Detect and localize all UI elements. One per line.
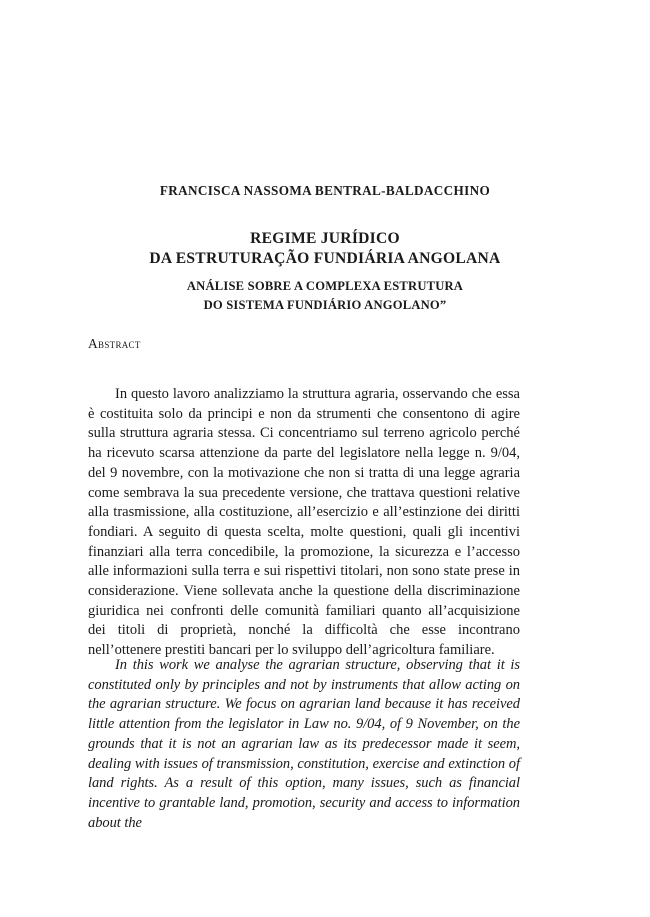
author-name: FRANCISCA NASSOMA BENTRAL-BALDACCHINO bbox=[159, 183, 491, 198]
title-line-2: DA ESTRUTURAÇÃO FUNDIÁRIA ANGOLANA bbox=[149, 250, 501, 267]
title-line-1: REGIME JURÍDICO bbox=[250, 230, 400, 247]
abstract-paragraph-english: In this work we analyse the agrarian structure, observing that it is constituted only by principles and not by instruments that allow acting on the agrarian structure. We focus on agrarian land because it has received little attention from the legislator in Law no. 9/04, of 9 November, on the grounds that it is not an agrarian law as its predecessor made it seem, dealing with issues of transmission, constitution, exercise and extinction of land rights. As a result of this option, many issues, such as financial incentive to grantable land, promotion, security and access to information about the bbox=[88, 657, 520, 831]
article-title bbox=[0, 229, 650, 269]
subtitle-line-2: DO SISTEMA FUNDIÁRIO ANGOLANO” bbox=[203, 298, 447, 312]
article-subtitle bbox=[0, 277, 650, 315]
abstract-paragraph-italian: In questo lavoro analizziamo la struttura agraria, osservando che essa è costituita solo da principi e non da strumenti che consentono di agire sulla struttura agraria stessa. Ci concentriamo sul terreno agricolo perché ha ricevuto scarsa attenzione da parte del legislatore nella legge n. 9/04, del 9 novembre, con la motivazione che non si tratta di una legge agraria come sembrava la sua precedente versione, che trattava questioni relative alla trasmissione, alla costituzione, all’esercizio e all’estinzione dei diritti fondiari. A seguito di questa scelta, molte questioni, quali gli incentivi finanziari alla terra concedibile, la promozione, la sicurezza e l’accesso alle informazioni sulla terra e sui rispettivi titolari, non sono state prese in considerazione. Viene sollevata anche la questione della discriminazione giuridica nei confronti delle comunità familiari quanto all’acquisizione dei titoli di proprietà, nonché la difficoltà che esse incontrano nell’ottenere prestiti bancari per lo sviluppo dell’agricoltura familiare. bbox=[88, 386, 520, 659]
abstract-heading: Abstract bbox=[88, 336, 141, 351]
subtitle-line-1: ANÁLISE SOBRE A COMPLEXA ESTRUTURA bbox=[186, 279, 464, 293]
